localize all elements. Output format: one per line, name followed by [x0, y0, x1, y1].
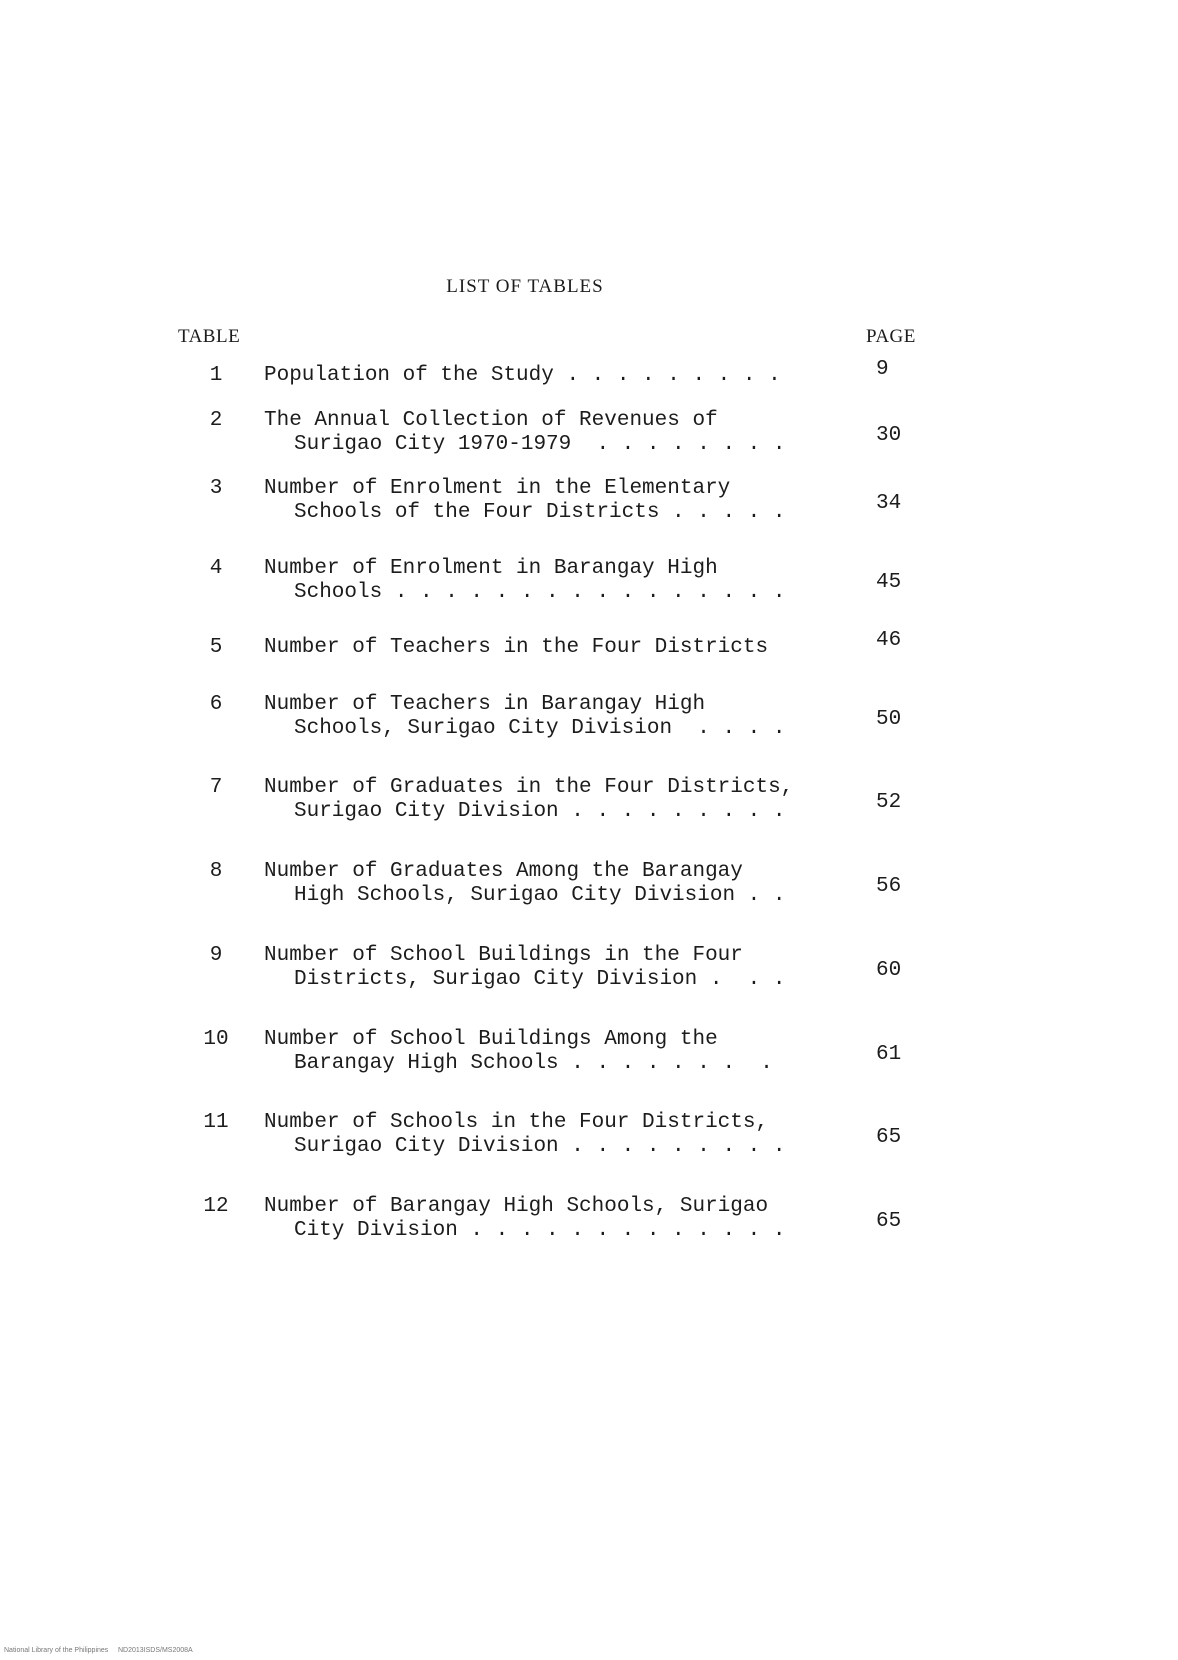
table-title-line-1: Number of Teachers in the Four Districts — [264, 636, 769, 659]
table-title-line-1: Number of School Buildings Among the — [264, 1028, 718, 1051]
table-number: 9 — [209, 944, 223, 967]
table-number: 1 — [209, 364, 223, 387]
table-title-line-1: Number of Teachers in Barangay High — [264, 693, 706, 716]
table-number: 6 — [209, 693, 223, 716]
table-title-line-1: Number of Graduates Among the Barangay — [264, 860, 743, 883]
table-number: 12 — [203, 1195, 229, 1218]
table-title-line-2: City Division . . . . . . . . . . . . . — [294, 1219, 786, 1242]
table-title-line-1: Number of School Buildings in the Four — [264, 944, 743, 967]
table-title-line-2: Schools, Surigao City Division . . . . — [294, 717, 786, 740]
page-number: 45 — [876, 571, 902, 594]
table-title-line-2: Schools . . . . . . . . . . . . . . . . — [294, 581, 786, 604]
table-title-line-1: Number of Graduates in the Four Districts, — [264, 776, 794, 799]
page-column-header: PAGE — [866, 326, 916, 347]
page-number: 50 — [876, 708, 902, 731]
table-title-line-1: Number of Schools in the Four Districts, — [264, 1111, 769, 1134]
table-title-line-2: High Schools, Surigao City Division . . — [294, 884, 786, 907]
page-number: 9 — [876, 358, 889, 381]
table-title-line-1: Number of Barangay High Schools, Surigao — [264, 1195, 769, 1218]
table-number: 3 — [209, 477, 223, 500]
table-title-line-1: The Annual Collection of Revenues of — [264, 409, 718, 432]
page-number: 65 — [876, 1210, 902, 1233]
table-title-line-1: Population of the Study . . . . . . . . . — [264, 364, 781, 387]
table-number: 7 — [209, 776, 223, 799]
table-title-line-1: Number of Enrolment in Barangay High — [264, 557, 718, 580]
page-number: 30 — [876, 424, 902, 447]
page-title: LIST OF TABLES — [446, 276, 604, 297]
table-title-line-2: Surigao City Division . . . . . . . . . — [294, 1135, 786, 1158]
table-title-line-2: Surigao City 1970-1979 . . . . . . . . — [294, 433, 786, 456]
table-title-line-2: Surigao City Division . . . . . . . . . — [294, 800, 786, 823]
table-number: 5 — [209, 636, 223, 659]
page-number: 34 — [876, 492, 902, 515]
table-title-line-2: Districts, Surigao City Division . . . — [294, 968, 786, 991]
table-number: 4 — [209, 557, 223, 580]
table-title-line-2: Schools of the Four Districts . . . . . — [294, 501, 786, 524]
page-number: 61 — [876, 1043, 902, 1066]
table-title-line-2: Barangay High Schools . . . . . . . . — [294, 1052, 773, 1075]
table-number: 10 — [203, 1028, 229, 1051]
page-number: 60 — [876, 959, 902, 982]
table-number: 8 — [209, 860, 223, 883]
page-number: 46 — [876, 629, 902, 652]
page-number: 56 — [876, 875, 902, 898]
table-number: 2 — [209, 409, 223, 432]
scan-footer: National Library of the Philippines ND2013ISDS/MS2008A — [4, 1647, 193, 1654]
page-number: 65 — [876, 1126, 902, 1149]
page-number: 52 — [876, 791, 902, 814]
table-column-header: TABLE — [178, 326, 241, 347]
table-title-line-1: Number of Enrolment in the Elementary — [264, 477, 731, 500]
table-number: 11 — [203, 1111, 229, 1134]
